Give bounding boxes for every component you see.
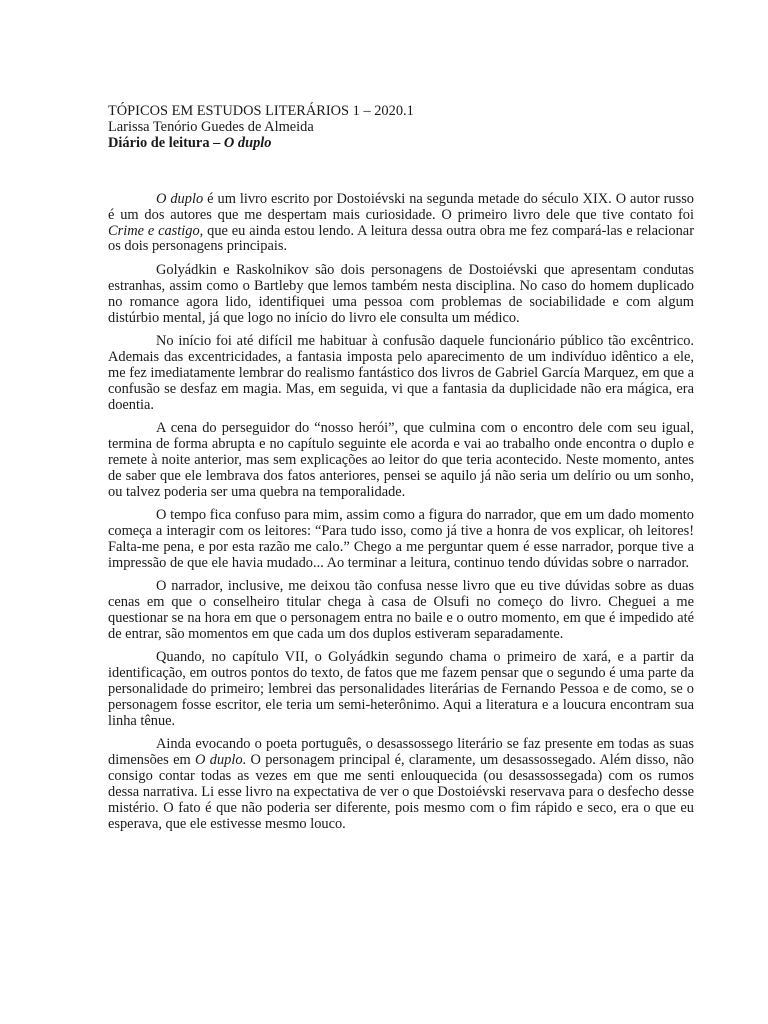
text-run: é um livro escrito por Dostoiévski na segunda metade do século XIX. O autor russo é um dos autores que me despertam mais curiosidade. O primeiro livro dele que tive contato foi xyxy=(108,190,694,223)
author-name: Larissa Tenório Guedes de Almeida xyxy=(108,118,314,135)
paragraph xyxy=(108,192,694,256)
paragraph xyxy=(108,421,694,501)
paragraph xyxy=(108,263,694,327)
diary-heading xyxy=(108,136,694,152)
italic-title-run: Crime e castigo xyxy=(108,222,200,239)
paragraph xyxy=(108,737,694,832)
diary-label: Diário de leitura – xyxy=(108,134,224,151)
text-run: Quando, no capítulo VII, o Golyádkin segundo chama o primeiro de xará, e a partir da identificação, em outros pontos do texto, de fatos que me fazem pensar que o segundo é uma parte da personalidade do primeiro; lembrei das personalidades literárias de Fernando Pessoa e de como, se o personagem fosse escritor, ele teria um semi-heterônimo. Aqui a literatura e a loucura encontram sua linha tênue. xyxy=(108,649,694,729)
paragraph xyxy=(108,579,694,643)
paragraph xyxy=(108,508,694,572)
paragraph xyxy=(108,650,694,730)
text-run: A cena do perseguidor do “nosso herói”, que culmina com o encontro dele com seu igual, termina de forma abrupta e no capítulo seguinte ele acorda e vai ao trabalho onde encontra o duplo e remete à noite anterior, mas sem explicações ao leitor do que teria acontecido. Neste momento, antes de saber que ele lembrava dos fatos anteriores, pensei se aquilo já não seria um delírio ou um sonho, ou talvez poderia ser uma quebra na temporalidade. xyxy=(108,420,694,500)
italic-title-run: O duplo xyxy=(195,752,243,769)
text-run: , que eu ainda estou lendo. A leitura dessa outra obra me fez compará-las e relacionar os dois personagens principais. xyxy=(108,222,694,255)
text-run: . O personagem principal é, claramente, um desassossegado. Além disso, não consigo contar todas as vezes em que me senti enlouquecida (ou desassossegada) com os rumos dessa narrativa. Li esse livro na expectativa de ver o que Dostoiévski reservava para o desfecho desse mistério. O fato é que não poderia ser diferente, pois mesmo com o fim rápido e seco, era o que eu esperava, que ele estivesse mesmo louco. xyxy=(108,752,694,832)
text-run: Golyádkin e Raskolnikov são dois personagens de Dostoiévski que apresentam condutas estranhas, assim como o Bartleby que lemos também nesta disciplina. No caso do homem duplicado no romance agora lido, identifiquei uma pessoa com problemas de sociabilidade e com algum distúrbio mental, já que logo no início do livro ele consulta um médico. xyxy=(108,261,694,326)
text-run: No início foi até difícil me habituar à confusão daquele funcionário público tão excêntrico. Ademais das excentricidades, a fantasia imposta pelo aparecimento de um indivíduo idêntico a ele, me fez imediatamente lembrar do realismo fantástico dos livros de Gabriel García Marquez, em que a confusão se desfaz em magia. Mas, em seguida, vi que a fantasia da duplicidade não era mágica, era doentia. xyxy=(108,332,694,413)
diary-body xyxy=(108,192,694,833)
italic-title-run: O duplo xyxy=(156,190,204,207)
diary-book-title: O duplo xyxy=(223,134,272,151)
text-run: Ainda evocando o poeta português, o desassossego literário se faz presente em todas as suas dimensões em xyxy=(108,736,694,769)
paragraph xyxy=(108,334,694,414)
course-title: TÓPICOS EM ESTUDOS LITERÁRIOS 1 – 2020.1 xyxy=(108,103,414,119)
text-run: O narrador, inclusive, me deixou tão confusa nesse livro que eu tive dúvidas sobre as duas cenas em que o conselheiro titular chega à casa de Olsufi no começo do livro. Cheguei a me questionar se na hora em que o personagem entra no baile e o outro momento, em que é impedido até de entrar, são momentos em que cada um dos duplos estiveram separadamente. xyxy=(108,578,694,642)
document-page xyxy=(108,104,694,840)
text-run: O tempo fica confuso para mim, assim como a figura do narrador, que em um dado momento começa a interagir com os leitores: “Para tudo isso, como já tive a honra de vos explicar, oh leitores! Falta-me pena, e por esta razão me calo.” Chego a me perguntar quem é esse narrador, porque tive a impressão de que ele havia mudado... Ao terminar a leitura, continuo tendo dúvidas sobre o narrador. xyxy=(108,507,694,571)
